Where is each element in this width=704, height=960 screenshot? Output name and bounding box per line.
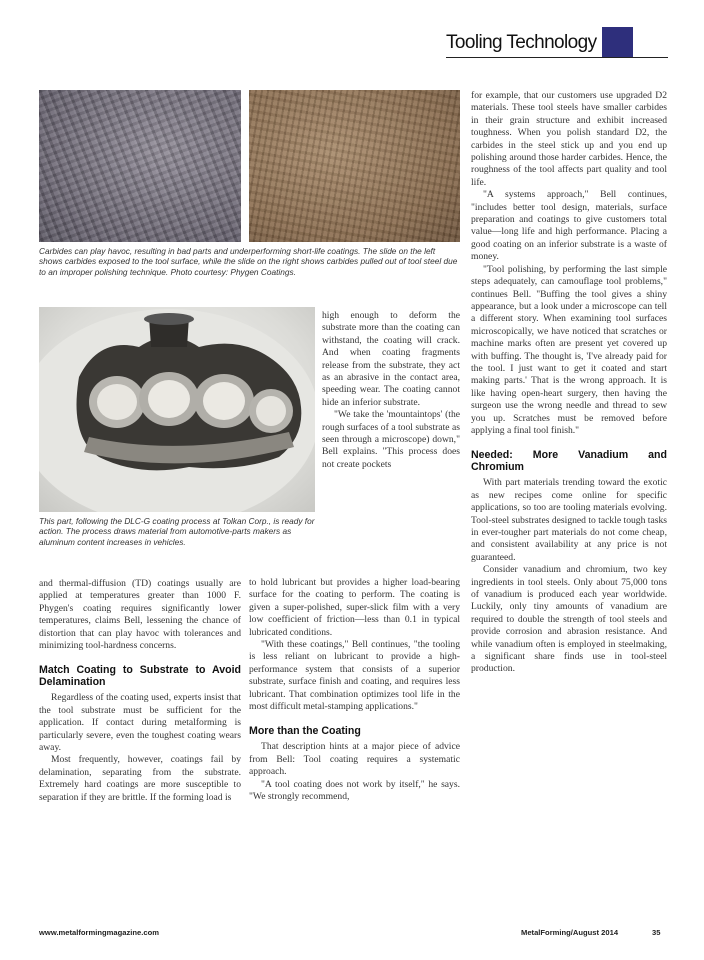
paragraph: for example, that our customers use upgraded D2 materials. These tool steels have smaller carbides in their grain structure and exhibit increased toughness. When you polish standard D2, the carbides in the steel stick up and you end up polishing around those harder carbides. Hence, the roughness of the tool affects part quality and tool life.: [471, 90, 667, 188]
coated-part-photo: [39, 307, 315, 512]
footer-url[interactable]: www.metalformingmagazine.com: [39, 928, 159, 937]
paragraph: "We take the 'mountaintops' (the rough surfaces of a tool substrate as seen through a microscope) down," Bell explains. "This process does not create pockets: [322, 409, 460, 470]
photo-caption-part: This part, following the DLC-G coating process at Tolkan Corp., is ready for action. The process draws material from automotive-parts makers as aluminum content increases in vehicles.: [39, 516, 315, 547]
page-header: [446, 27, 633, 58]
subheading: More than the Coating: [249, 725, 361, 738]
paragraph: With part materials trending toward the exotic as new recipes come online for specific applications, so too are tooling materials evolving. Tool-steel substrates designed to tackle tough tasks in ever-tougher part materials do not come cheap, and consistent availability at any price is not guaranteed.: [471, 477, 667, 563]
page-number: 35: [652, 928, 661, 937]
paragraph: That description hints at a major piece of advice from Bell: Tool coating requires a systematic approach.: [249, 741, 460, 778]
subheading: Needed: More Vanadium and Chromium: [471, 449, 667, 474]
footer-issue: MetalForming/August 2014: [521, 928, 619, 937]
paragraph: Regardless of the coating used, experts insist that the tool substrate must be sufficient for the application. If contact during metalforming is particularly severe, even the toughest coating wears away.: [39, 692, 241, 754]
section-color-block: [602, 27, 633, 58]
section-title: Tooling Technology: [446, 31, 597, 53]
article-column-left: [39, 578, 241, 804]
paragraph: high enough to deform the substrate more than the coating can withstand, the coating will crack. And when coating fragments release from the substrate, they act as an abrasive in the contact area, speeding wear. The coating cannot hide an inferior substrate.: [322, 310, 460, 408]
carbide-photo-left: [39, 90, 241, 242]
header-rule: [446, 57, 668, 58]
article-column-right: [471, 90, 667, 676]
paragraph: "A tool coating does not work by itself," he says. "We strongly recommend,: [249, 778, 460, 803]
paragraph: to hold lubricant but provides a higher load-bearing surface for the coating to perform. The coating is given a super-polished, super-slick film with a very low coefficient of friction—less than 0.1 in typical lubricated conditions.: [249, 577, 460, 638]
subheading: Match Coating to Substrate to Avoid Delamination: [39, 664, 241, 689]
paragraph: and thermal-diffusion (TD) coatings usually are applied at temperatures greater than 1000 F. Phygen's coating requires significantly lower temperatures, claims Bell, lessening the chance of distortion that can play havoc with tolerances and minimizing tool-hardness concerns.: [39, 578, 241, 652]
paragraph: Consider vanadium and chromium, two key ingredients in tool steels. Only about 75,000 tons of vanadium is produced each year worldwide. Luckily, only tiny amounts of vanadium are required to double the strength of tool steels and provide corrosion and abrasion resistance. And while vanadium often is employed in steelmaking, a significant share finds use in tool-steel production.: [471, 564, 667, 675]
paragraph: "With these coatings," Bell continues, "the tooling is less reliant on lubricant to provide a high-performance system that consists of a superior substrate, surface finish and coating, and requires less lubricant. That combination optimizes tool life in the most difficult metal-stamping applications.": [249, 639, 460, 713]
paragraph: Most frequently, however, coatings fail by delamination, separating from the substrate. Extremely hard coatings are more susceptible to separation if they are brittle. If the forming load is: [39, 754, 241, 803]
photo-caption-top: Carbides can play havoc, resulting in bad parts and underperforming short-life coatings. The slide on the left shows carbides exposed to the tool surface, while the slide on the right shows carbides pulled out of tool steel due to an improper polishing technique. Photo courtesy: Phygen Coatings.: [39, 246, 458, 277]
article-column-middle-lower: [249, 577, 460, 804]
article-column-middle-upper: [322, 310, 460, 471]
paragraph: "A systems approach," Bell continues, "includes better tool design, materials, surface preparation and coatings to give customers total value—long life and high performance. Placing a good coating on an inferior substrate is a waste of money.: [471, 189, 667, 263]
paragraph: "Tool polishing, by performing the last simple steps adequately, can camouflage tool problems," continues Bell. "Buffing the tool gives a shiny appearance, but a look under a microscope can tell a different story. When examining tool surfaces microscopically, we have noticed that scratches or machine marks often are present yet covered up with buffing. The thought is, 'I've already paid for the tool. I just want to get it coated and start making parts.' That is the wrong approach. It is like having open-heart surgery, then having the surgeon use the wrong needle and thread to sew you up. Scratches must be removed before applying a final tool finish.": [471, 263, 667, 436]
carbide-photo-right: [249, 90, 460, 242]
